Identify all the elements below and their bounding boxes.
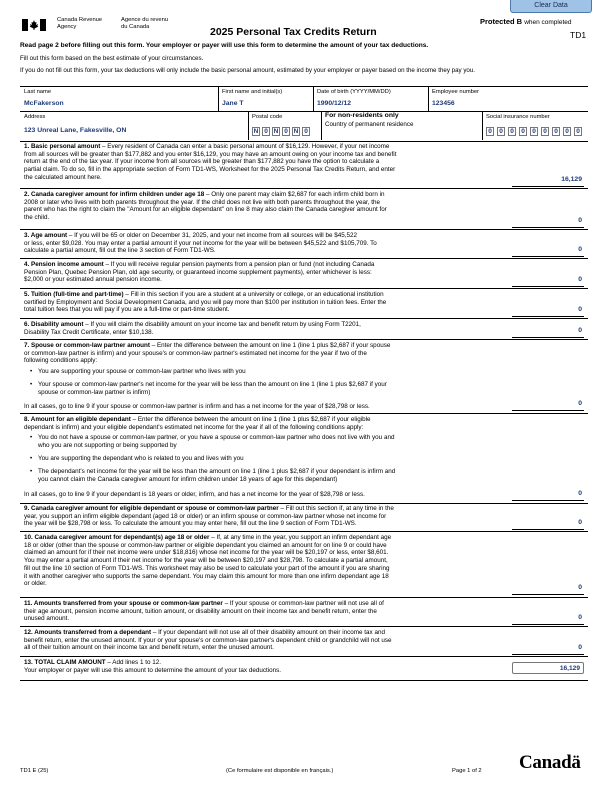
line-7-text: 7. Spouse or common-law partner amount – Enter the difference between the amount on line 1 (line 1 plus $2,687 if your spouse or common-law partner is infirm) and your spouse's or common-law partner's estimated net income for the year if two of the following conditions apply: <box>24 342 391 365</box>
agency-name-fr: Agence du revenu du Canada <box>121 17 169 30</box>
sin-digit: 0 <box>563 127 571 136</box>
page-number: Page 1 of 2 <box>452 768 482 774</box>
french-note: (Ce formulaire est disponible en français.) <box>226 768 334 774</box>
line-3-amount[interactable]: 0 <box>578 246 582 253</box>
total-claim-amount[interactable]: 16,129 <box>512 662 584 674</box>
line-4-amount[interactable]: 0 <box>578 276 582 283</box>
line-8-footer: In all cases, go to line 9 if your dependant is 18 years or older, infirm, and has a net income for the year of $28,798 or less. <box>24 491 365 498</box>
postal-char: 0 <box>302 127 310 136</box>
sin-digit: 0 <box>486 127 494 136</box>
postal-code-label: Postal code <box>252 114 283 120</box>
line-8-text: 8. Amount for an eligible dependant – Enter the difference between the amount on line 1 (line 1 plus $2,687 if your eligible dependant is infirm) and your eligible dependant's estimated net income for the year if all of the following conditions apply: <box>24 416 371 431</box>
line-11-amount[interactable]: 0 <box>578 614 582 621</box>
line-2-amount[interactable]: 0 <box>578 217 582 224</box>
line-7-condition: Your spouse or common-law partner's net income for the year will be less than the amount on line 1 (line 1 plus $2,687 if your spouse or common-law partner is infirm) <box>38 381 387 396</box>
form-code-footer: TD1 E (25) <box>20 768 49 774</box>
sin-label: Social insurance number <box>486 114 550 120</box>
dob-field[interactable]: 1990/12/12 <box>317 100 352 107</box>
last-name-label: Last name <box>24 89 52 95</box>
canada-flag-icon <box>22 18 46 30</box>
line-6-text: 6. Disability amount – If you will claim the disability amount on your income tax and benefit return by using Form T2201, Disability Tax Credit Certificate, enter $10,138. <box>24 321 361 336</box>
address-field[interactable]: 123 Unreal Lane, Fakesville, ON <box>24 127 127 134</box>
line-10-text: 10. Canada caregiver amount for dependant(s) age 18 or older – If, at any time in the year, you support an infirm dependant age 18 or older (other than the spouse or common-law partner or eligible dependant you claimed an amount for on line 9 or could have claimed an amount for if their net income were under $18,816) whose net income for the year will be $20,197 or less, enter $8,601. You may enter a partial amount if their net income for the year will be between $20,197 and $28,798. To calculate a partial amount, fill out the line 10 section of Form TD1-WS. This worksheet may also be used to calculate your part of the amount if you are sharing it with another caregiver who supports the same dependant. You may claim this amount for more than one infirm dependant age 18 or older. <box>24 534 392 588</box>
line-11-text: 11. Amounts transferred from your spouse or common-law partner – If your spouse or common-law partner will not use all of their age amount, pension income amount, tuition amount, or disability amount on their income tax and benefit return, enter the unused amount. <box>24 600 384 623</box>
clear-data-button[interactable]: Clear Data <box>510 0 592 13</box>
address-label: Address <box>24 114 46 120</box>
intro-text-1: Fill out this form based on the best estimate of your circumstances. <box>20 55 204 62</box>
line-12-amount[interactable]: 0 <box>578 644 582 651</box>
agency-name-en: Canada Revenue Agency <box>57 17 103 30</box>
line-8-bullet: • <box>30 468 33 475</box>
line-12-text: 12. Amounts transferred from a dependant – If your dependant will not use all of their disability amount on their income tax and benefit return, enter the unused amount. If your or your spouse's or common-law partner's dependent child or grandchild will not use all of their tuition amount on their income tax and benefit return, enter the unused amount. <box>24 629 392 652</box>
employee-number-field[interactable]: 123456 <box>432 100 455 107</box>
sin-digit: 0 <box>574 127 582 136</box>
line-7-amount[interactable]: 0 <box>578 400 582 407</box>
non-resident-label: For non-residents only <box>325 112 399 119</box>
line-10-amount[interactable]: 0 <box>578 584 582 591</box>
employee-number-label: Employee number <box>432 89 480 95</box>
line-8-amount[interactable]: 0 <box>578 490 582 497</box>
sin-digit: 0 <box>552 127 560 136</box>
postal-code-field[interactable] <box>252 127 320 137</box>
line-13-text: 13. TOTAL CLAIM AMOUNT – Add lines 1 to 12. Your employer or payer will use this amount to determine the amount of your tax deductions. <box>24 659 282 674</box>
sin-digit: 0 <box>541 127 549 136</box>
postal-char: N <box>253 128 259 135</box>
line-5-text: 5. Tuition (full-time and part-time) – Fill in this section if you are a student at a university or college, or an educational institution certified by Employment and Social Development Canada, and you will pay more than $100 per institution in tuition fees. Enter the total tuition fees that you will pay if you are a full-time or part-time student. <box>24 291 387 314</box>
line-8-condition: The dependant's net income for the year will be less than the amount on line 1 (line 1 plus $2,687 if your dependant is infirm and you cannot claim the Canada caregiver amount for infirm children under 18 years of age for this dependant) <box>38 468 396 483</box>
intro-text-2: If you do not fill out this form, your tax deductions will only include the basic personal amount, estimated by your employer or payer based on the income they pay you. <box>20 67 476 74</box>
line-8-condition: You are supporting the dependant who is related to you and lives with you <box>38 455 244 462</box>
sin-digit: 0 <box>497 127 505 136</box>
line-3-text: 3. Age amount – If you will be 65 or older on December 31, 2025, and your net income from all sources will be $45,522 or less, enter $9,028. You may enter a partial amount if your net income for the year will be between $45,522 and $105,709. To calculate a partial amount, fill out the line 3 section of Form TD1-WS. <box>24 232 377 255</box>
sin-field[interactable] <box>486 127 586 137</box>
line-1-amount[interactable]: 16,129 <box>561 176 582 183</box>
line-7-footer: In all cases, go to line 9 if your spouse or common-law partner is infirm and has a net income for the year of $28,798 or less. <box>24 403 370 410</box>
line-7-bullet: • <box>30 368 33 375</box>
line-7-condition: You are supporting your spouse or common-law partner who lives with you <box>38 368 246 375</box>
line-4-text: 4. Pension income amount – If you will receive regular pension payments from a pension plan or fund (not including Canada Pension Plan, Quebec Pension Plan, old age security, or guaranteed income supplement payments), enter whichever is less: $2,000 or your estimated annual pension income. <box>24 261 375 284</box>
first-name-field[interactable]: Jane T <box>222 100 244 107</box>
sin-digit: 0 <box>530 127 538 136</box>
postal-char: 0 <box>282 127 290 136</box>
postal-char: N <box>293 128 299 135</box>
sin-digit: 0 <box>519 127 527 136</box>
first-name-label: First name and initial(s) <box>222 89 283 95</box>
line-8-condition: You do not have a spouse or common-law partner, or you have a spouse or common-law partner who does not live with you and who you are not supporting or being supported by <box>38 434 395 449</box>
line-2-text: 2. Canada caregiver amount for infirm children under age 18 – Only one parent may claim $2,687 for each infirm child born in 2008 or later who lives with both parents throughout the year. If the child does not live with both parents throughout the year, the parent who has the right to claim the "Amount for an eligible dependant" on line 8 may also claim the Canada caregiver amount for the child. <box>24 191 387 222</box>
form-code: TD1 <box>570 30 587 40</box>
line-6-amount[interactable]: 0 <box>578 327 582 334</box>
line-9-text: 9. Canada caregiver amount for eligible dependant or spouse or common-law partner – Fill out this section if, at any time in the year, you support an infirm eligible dependant (aged 18 or older) or an infirm spouse or common-law partner whose net income for the year will be $28,798 or less. To calculate the amount you may enter here, fill out the line 9 section of Form TD1-WS. <box>24 505 394 528</box>
sin-digit: 0 <box>508 127 516 136</box>
line-5-amount[interactable]: 0 <box>578 306 582 313</box>
form-title: 2025 Personal Tax Credits Return <box>210 26 377 38</box>
intro-bold: Read page 2 before filling out this form. Your employer or payer will use this form to determine the amount of your tax deductions. <box>20 42 429 49</box>
line-9-amount[interactable]: 0 <box>578 519 582 526</box>
canada-wordmark: Canadä <box>519 752 581 773</box>
country-residence-label: Country of permanent residence <box>325 121 414 128</box>
line-8-bullet: • <box>30 455 33 462</box>
postal-char: N <box>273 128 279 135</box>
line-7-bullet: • <box>30 381 33 388</box>
line-8-bullet: • <box>30 434 33 441</box>
last-name-field[interactable]: McFakerson <box>24 100 64 107</box>
country-residence-field[interactable] <box>325 129 479 139</box>
line-1-text: 1. Basic personal amount – Every resident of Canada can enter a basic personal amount of $16,129. However, if your net income from all sources will be greater than $177,882 and you enter $16,129, you may have an amount owing on your income tax and benefit return at the end of the tax year. If your income from all sources will be greater than $177,882 you have the option to calculate a partial claim. To do so, fill in the appropriate section of Form TD1-WS, Worksheet for the 2025 Personal Tax Credits Return, and enter the calculated amount here. <box>24 143 397 181</box>
protected-label: Protected B when completed <box>480 17 572 26</box>
postal-char: 0 <box>262 127 270 136</box>
dob-label: Date of birth (YYYY/MM/DD) <box>317 89 391 95</box>
